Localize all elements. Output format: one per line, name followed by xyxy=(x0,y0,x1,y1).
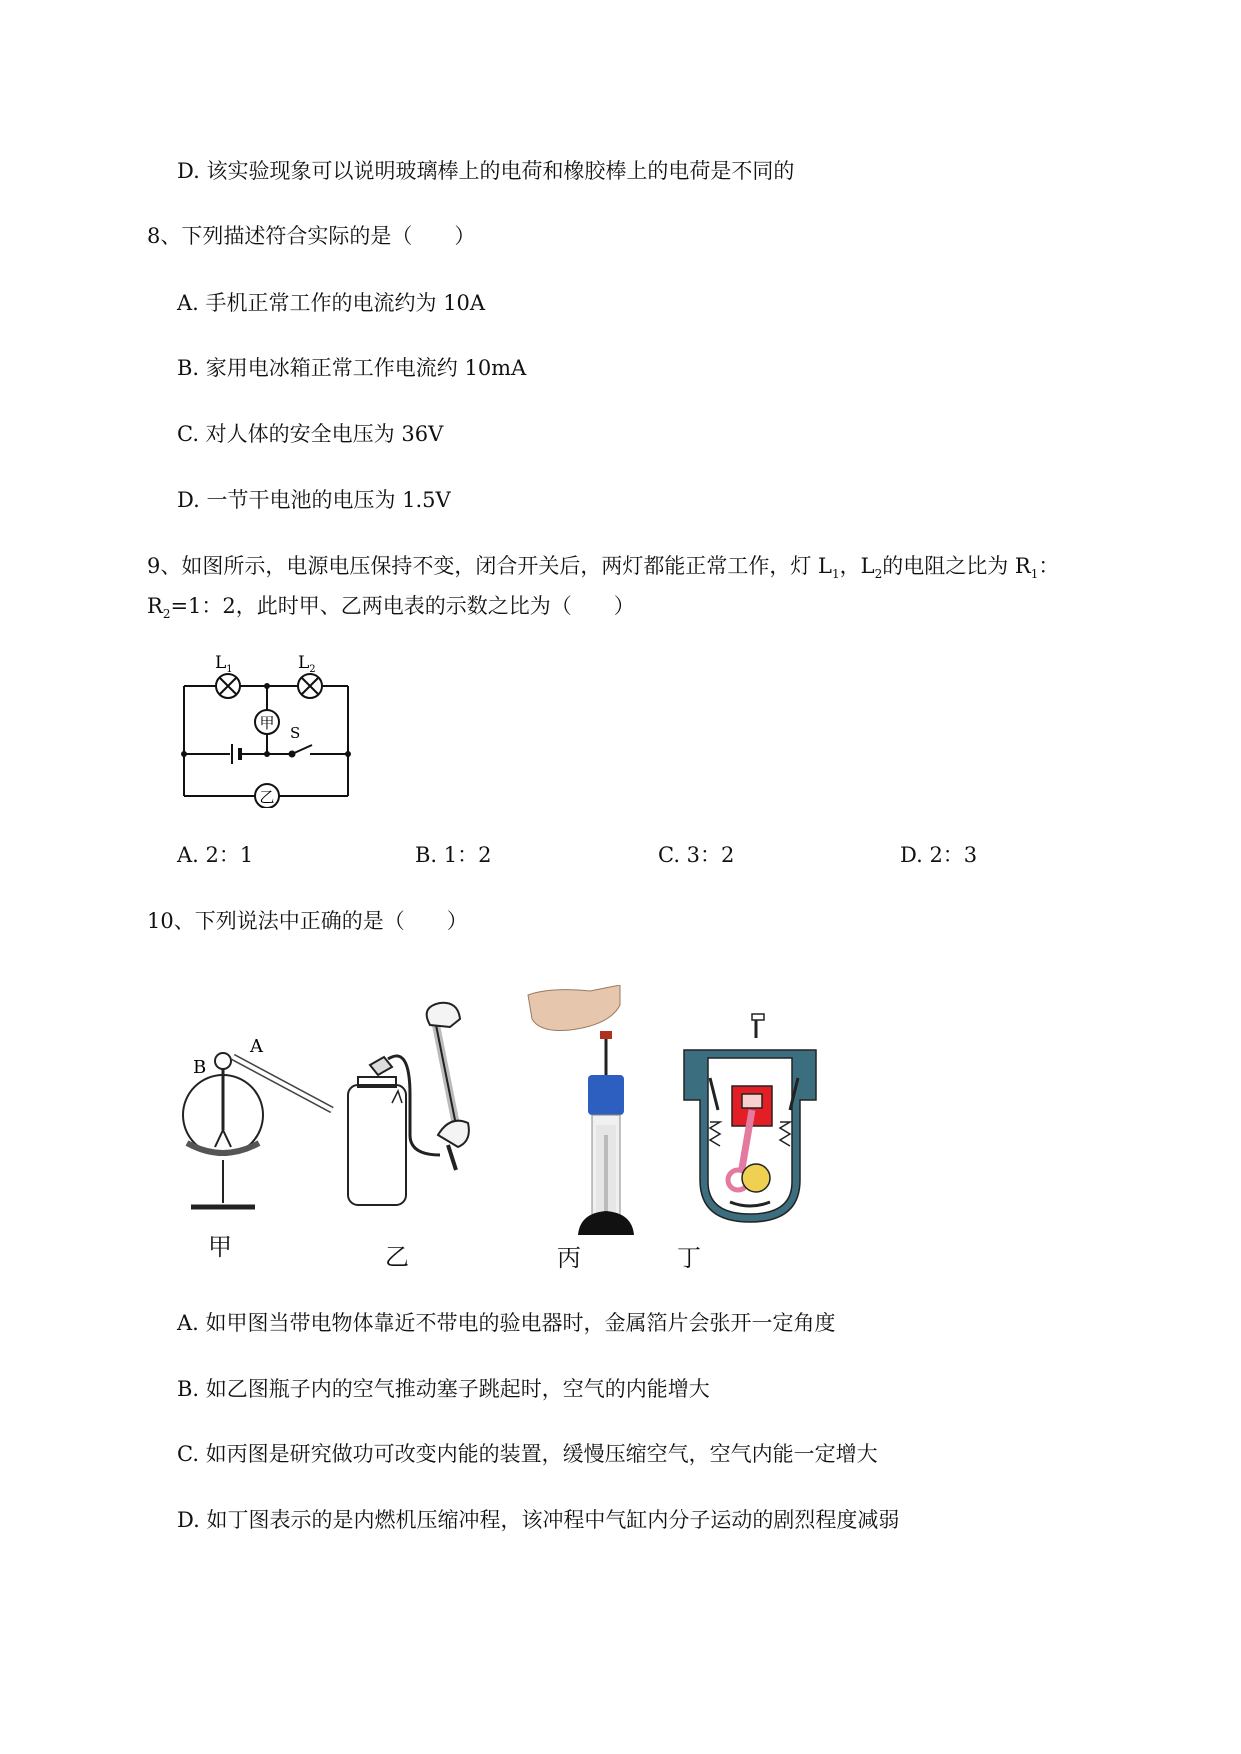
fig-yi-bottle-pump xyxy=(340,995,505,1240)
caption-ding: 丁 xyxy=(677,1244,701,1272)
q9-sub: 2 xyxy=(162,607,171,621)
q9-stem-part: ： xyxy=(1038,554,1060,578)
q10-option-a: A. 如甲图当带电物体靠近不带电的验电器时，金属箔片会张开一定角度 xyxy=(177,1311,836,1335)
caption-jia: 甲 xyxy=(208,1233,232,1261)
q8-option-a: A. 手机正常工作的电流约为 10A xyxy=(177,291,486,315)
q9-option-a: A. 2：1 xyxy=(177,843,254,867)
meter-jia-label: 甲 xyxy=(259,714,275,732)
q9-sub: 1 xyxy=(1030,567,1039,581)
q10-option-b: B. 如乙图瓶子内的空气推动塞子跳起时，空气的内能增大 xyxy=(177,1377,710,1401)
q8-option-b: B. 家用电冰箱正常工作电流约 10mA xyxy=(177,356,527,380)
meter-yi-label: 乙 xyxy=(259,788,275,806)
q10-stem: 10、下列说法中正确的是（ ） xyxy=(147,909,468,933)
fig-jia-electroscope xyxy=(175,1035,340,1220)
fig-bing-compression xyxy=(520,985,640,1235)
fig-ding-engine xyxy=(680,1010,820,1235)
q9-stem-part: 9、如图所示，电源电压保持不变，闭合开关后，两灯都能正常工作，灯 L xyxy=(147,554,832,578)
q9-stem-line2 xyxy=(147,593,635,622)
switch-label: S xyxy=(290,724,301,742)
q10-option-c: C. 如丙图是研究做功可改变内能的装置，缓慢压缩空气，空气内能一定增大 xyxy=(177,1442,878,1466)
lamp-l2-symbol xyxy=(298,674,322,698)
q9-option-b: B. 1：2 xyxy=(415,843,492,867)
lamp-l1-label: $L_1$ xyxy=(215,653,233,675)
q7-option-d: D. 该实验现象可以说明玻璃棒上的电荷和橡胶棒上的电荷是不同的 xyxy=(177,159,795,183)
caption-yi: 乙 xyxy=(385,1243,409,1271)
q9-stem-part: =1：2，此时甲、乙两电表的示数之比为（ ） xyxy=(170,594,635,618)
lamp-l1-symbol xyxy=(216,674,240,698)
q9-stem-part: 的电阻之比为 R xyxy=(882,554,1031,578)
q9-sub: 2 xyxy=(874,567,883,581)
label-a: A xyxy=(250,1036,263,1057)
battery-symbol xyxy=(232,744,240,764)
q8-option-c: C. 对人体的安全电压为 36V xyxy=(177,422,444,446)
q8-option-d: D. 一节干电池的电压为 1.5V xyxy=(177,488,451,512)
q9-option-c: C. 3：2 xyxy=(658,843,735,867)
q9-stem-part: ，L xyxy=(839,554,875,578)
label-b: B xyxy=(193,1057,207,1078)
switch-symbol xyxy=(290,745,313,757)
q9-option-d: D. 2：3 xyxy=(900,843,978,867)
q9-stem-part: R xyxy=(147,594,163,618)
q9-circuit-diagram xyxy=(170,648,370,808)
q9-stem-line1 xyxy=(147,553,1059,582)
q8-stem: 8、下列描述符合实际的是（ ） xyxy=(147,224,476,248)
q10-option-d: D. 如丁图表示的是内燃机压缩冲程，该冲程中气缸内分子运动的剧烈程度减弱 xyxy=(177,1508,900,1532)
caption-bing: 丙 xyxy=(557,1244,581,1272)
lamp-l2-label: $L_2$ xyxy=(298,653,316,675)
q9-sub: 1 xyxy=(831,567,840,581)
